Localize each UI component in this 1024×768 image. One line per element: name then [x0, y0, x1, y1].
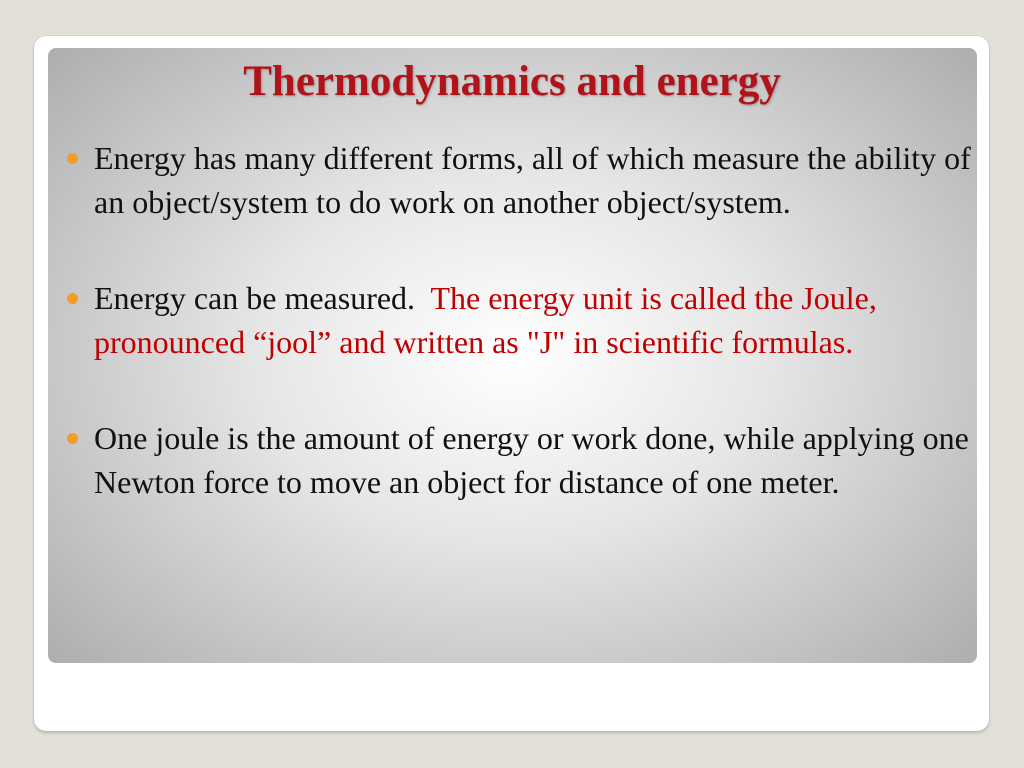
bullet-item-energy-measured	[62, 276, 972, 364]
bullet-list	[62, 136, 972, 504]
bullet-text: Energy can be measured.	[94, 280, 431, 316]
bullet-item-energy-forms	[62, 136, 972, 224]
bullet-emphasis-text: The energy unit is called the Joule, pronounced “jool” and written as "J" in scientific formulas.	[94, 280, 877, 360]
bullet-text: One joule is the amount of energy or work done, while applying one Newton force to move an object for distance of one meter.	[94, 420, 969, 500]
bullet-icon	[67, 293, 78, 304]
bullet-item-joule-definition	[62, 416, 972, 504]
slide-title: Thermodynamics and energy	[243, 58, 781, 105]
bullet-icon	[67, 433, 78, 444]
bullet-icon	[67, 153, 78, 164]
bullet-text: Energy has many different forms, all of which measure the ability of an object/system to do work on another object/system.	[94, 140, 971, 220]
